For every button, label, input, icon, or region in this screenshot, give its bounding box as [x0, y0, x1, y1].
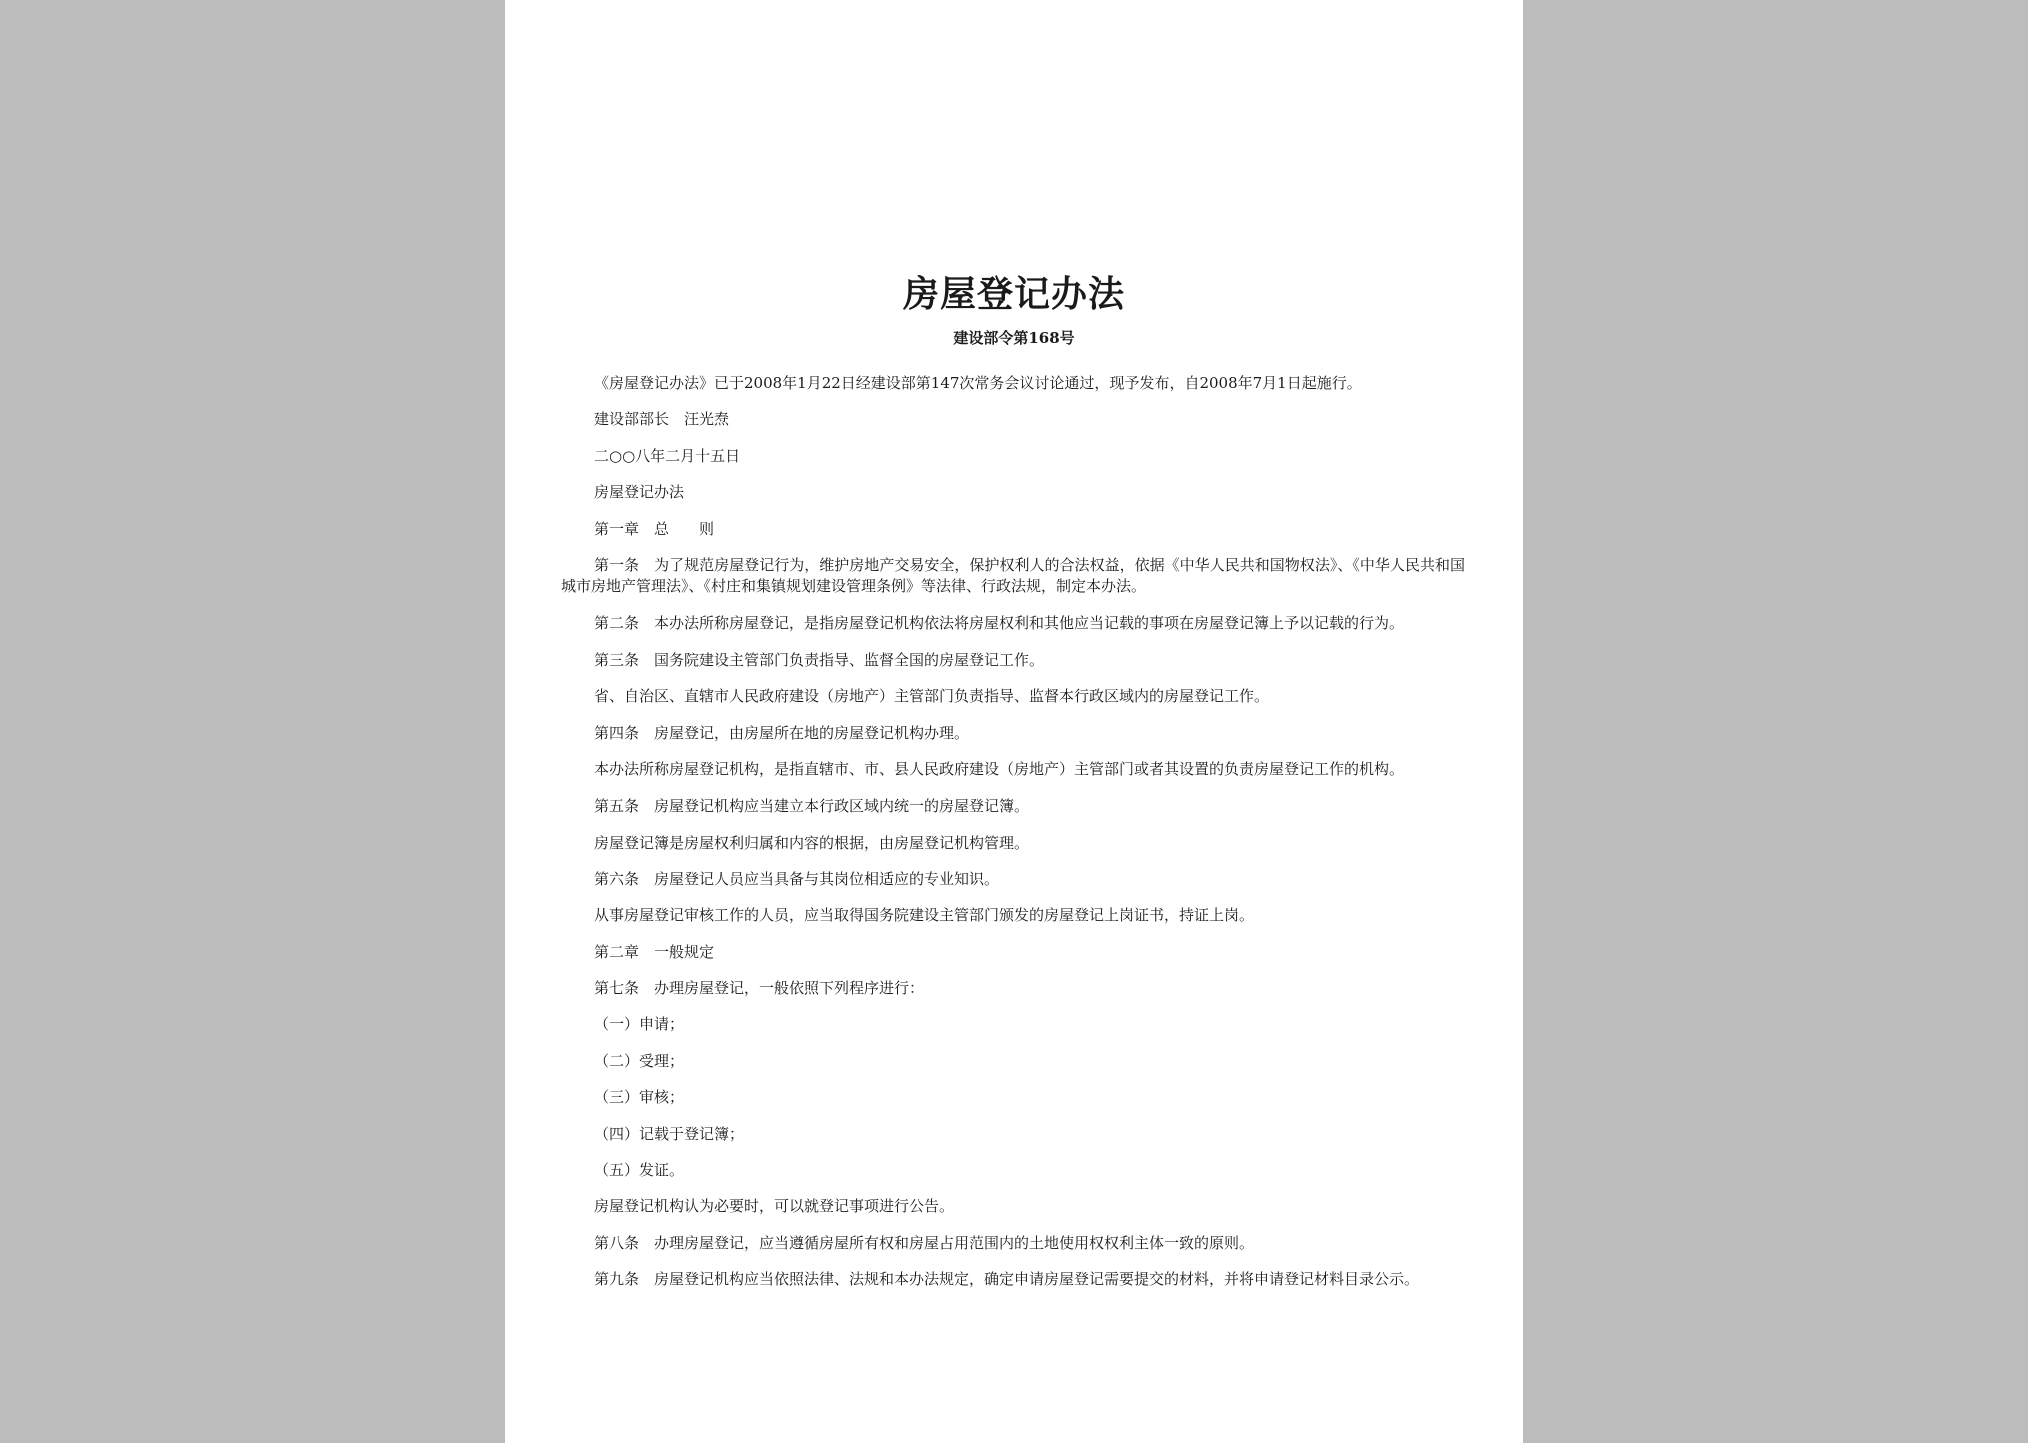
- document-page: [505, 0, 1523, 1443]
- chapter-heading-1: 第一章 总 则: [594, 519, 715, 538]
- document-body: [561, 373, 1465, 1306]
- article-5-paragraph-2: 房屋登记簿是房屋权利归属和内容的根据，由房屋登记机构管理。: [594, 833, 1030, 852]
- article-3-paragraph-2: 省、自治区、直辖市人民政府建设（房地产）主管部门负责指导、监督本行政区域内的房屋登记工作。: [594, 687, 1270, 706]
- article-7-item-5: （五）发证。: [594, 1161, 685, 1180]
- article-7-item-2: （二）受理；: [594, 1051, 685, 1070]
- document-title: 房屋登记办法: [902, 273, 1125, 315]
- article-4: 第四条 房屋登记，由房屋所在地的房屋登记机构办理。: [594, 723, 970, 742]
- article-8: 第八条 办理房屋登记，应当遵循房屋所有权和房屋占用范围内的土地使用权权利主体一致的原则。: [594, 1233, 1255, 1252]
- article-7: 第七条 办理房屋登记，一般依照下列程序进行：: [594, 979, 925, 998]
- article-9: 第九条 房屋登记机构应当依照法律、法规和本办法规定，确定申请房屋登记需要提交的材料，并将申请登记材料目录公示。: [594, 1270, 1420, 1289]
- article-6-paragraph-2: 从事房屋登记审核工作的人员，应当取得国务院建设主管部门颁发的房屋登记上岗证书，持证上岗。: [594, 906, 1255, 925]
- article-7-item-1: （一）申请；: [594, 1015, 685, 1034]
- article-1: 第一条 为了规范房屋登记行为，维护房地产交易安全，保护权利人的合法权益，依据《中华人民共和国物权法》、《中华人民共和国城市房地产管理法》、《村庄和集镇规划建设管理条例》等法律、行政法规，制定本办法。: [561, 555, 1465, 595]
- article-7-item-4: （四）记载于登记簿；: [594, 1124, 745, 1143]
- paragraph-promulgation: 《房屋登记办法》已于2008年1月22日经建设部第147次常务会议讨论通过，现予发布，自2008年7月1日起施行。: [594, 374, 1362, 392]
- paragraph-doc-name: 房屋登记办法: [594, 483, 685, 502]
- article-5: 第五条 房屋登记机构应当建立本行政区域内统一的房屋登记簿。: [594, 797, 1030, 816]
- article-3: 第三条 国务院建设主管部门负责指导、监督全国的房屋登记工作。: [594, 650, 1045, 669]
- article-2: 第二条 本办法所称房屋登记，是指房屋登记机构依法将房屋权利和其他应当记载的事项在房屋登记簿上予以记载的行为。: [594, 613, 1405, 632]
- article-7-paragraph-2: 房屋登记机构认为必要时，可以就登记事项进行公告。: [594, 1197, 955, 1216]
- chapter-heading-2: 第二章 一般规定: [594, 942, 715, 961]
- paragraph-signatory: 建设部部长 汪光焘: [594, 410, 730, 429]
- article-6: 第六条 房屋登记人员应当具备与其岗位相适应的专业知识。: [594, 869, 1000, 888]
- article-4-paragraph-2: 本办法所称房屋登记机构，是指直辖市、市、县人民政府建设（房地产）主管部门或者其设置的负责房屋登记工作的机构。: [594, 760, 1405, 779]
- paragraph-date: 二○○八年二月十五日: [594, 446, 741, 465]
- document-subtitle: 建设部令第168号: [953, 329, 1075, 347]
- article-7-item-3: （三）审核；: [594, 1088, 685, 1107]
